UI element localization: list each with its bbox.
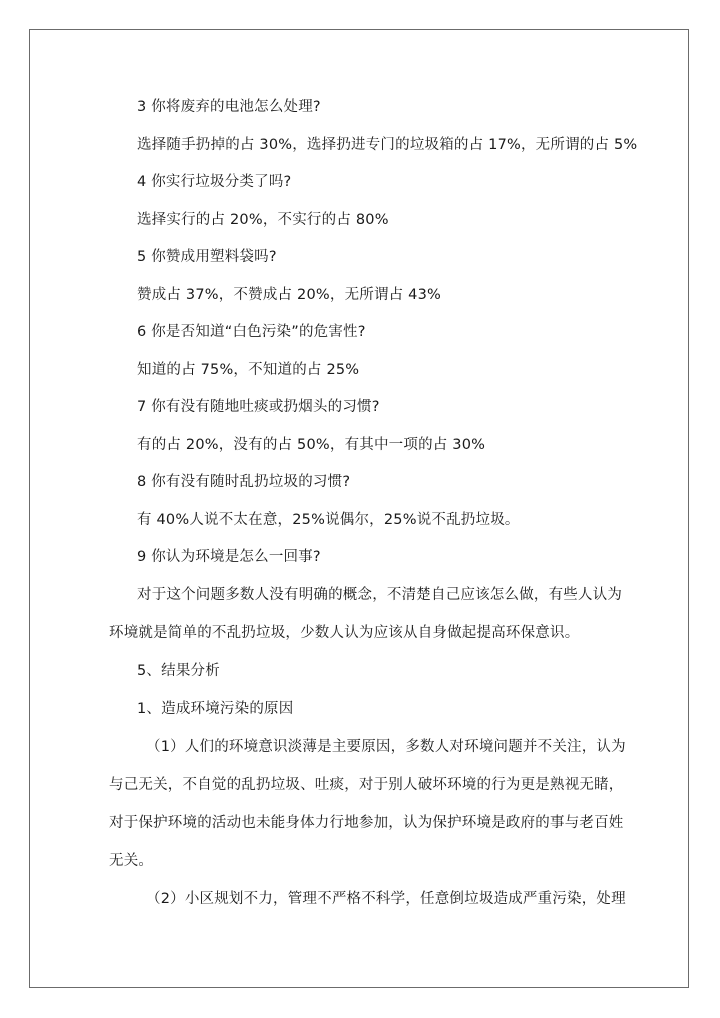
answer-8: 有 40%人说不太在意，25%说偶尔，25%说不乱扔垃圾。 bbox=[137, 512, 520, 528]
question-9: 9 你认为环境是怎么一回事? bbox=[137, 549, 321, 565]
paragraph-2-line-1: （2）小区规划不力，管理不严格不科学，任意倒垃圾造成严重污染，处理 bbox=[146, 891, 626, 907]
section-heading: 5、结果分析 bbox=[137, 663, 220, 679]
answer-3: 选择随手扔掉的占 30%，选择扔进专门的垃圾箱的占 17%，无所谓的占 5% bbox=[137, 137, 638, 153]
answer-9-line-1: 对于这个问题多数人没有明确的概念，不清楚自己应该怎么做，有些人认为 bbox=[137, 587, 623, 603]
answer-4: 选择实行的占 20%，不实行的占 80% bbox=[137, 212, 389, 228]
answer-7: 有的占 20%，没有的占 50%，有其中一项的占 30% bbox=[137, 437, 486, 453]
question-5: 5 你赞成用塑料袋吗? bbox=[137, 249, 277, 265]
answer-9-line-2: 环境就是简单的不乱扔垃圾，少数人认为应该从自身做起提高环保意识。 bbox=[109, 625, 580, 641]
question-7: 7 你有没有随地吐痰或扔烟头的习惯? bbox=[137, 399, 380, 415]
subsection-heading: 1、造成环境污染的原因 bbox=[137, 701, 294, 717]
question-6: 6 你是否知道“白色污染”的危害性? bbox=[137, 324, 366, 340]
answer-6: 知道的占 75%，不知道的占 25% bbox=[137, 362, 360, 378]
paragraph-1-line-1: （1）人们的环境意识淡薄是主要原因，多数人对环境问题并不关注，认为 bbox=[146, 739, 626, 755]
question-3: 3 你将废弃的电池怎么处理? bbox=[137, 99, 321, 115]
paragraph-1-line-3: 对于保护环境的活动也未能身体力行地参加，认为保护环境是政府的事与老百姓 bbox=[109, 815, 624, 831]
answer-5: 赞成占 37%，不赞成占 20%，无所谓占 43% bbox=[137, 287, 442, 303]
question-8: 8 你有没有随时乱扔垃圾的习惯? bbox=[137, 474, 351, 490]
question-4: 4 你实行垃圾分类了吗? bbox=[137, 174, 292, 190]
paragraph-1-line-2: 与己无关，不自觉的乱扔垃圾、吐痰，对于别人破坏环境的行为更是熟视无睹， bbox=[109, 777, 624, 793]
paragraph-1-line-4: 无关。 bbox=[109, 853, 154, 869]
page-border bbox=[29, 29, 689, 988]
